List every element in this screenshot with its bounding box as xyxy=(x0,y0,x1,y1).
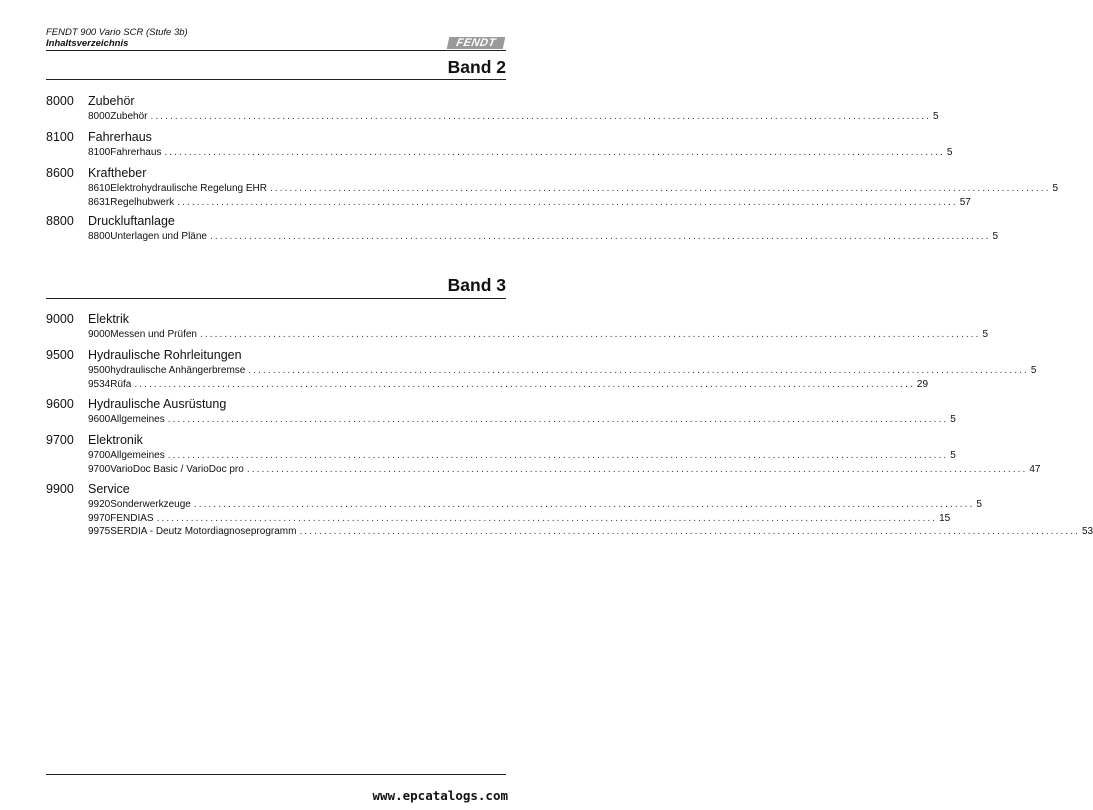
entry-title: VarioDoc Basic / VarioDoc pro xyxy=(110,463,244,475)
section-number: 9000 xyxy=(46,312,74,326)
entry-number: 9975 xyxy=(88,526,111,538)
band-2-title: Band 2 xyxy=(447,57,506,77)
entry-title: Zubehör xyxy=(110,111,148,122)
entry-page: 29 xyxy=(916,378,929,390)
toc-entry[interactable] xyxy=(46,498,982,512)
toc-entry[interactable] xyxy=(46,525,1093,539)
toc-entry[interactable] xyxy=(46,463,1041,477)
dot-leader: ................................................................................................................................................................ xyxy=(193,499,975,510)
section-heading xyxy=(46,312,506,328)
section-title: Hydraulische Ausrüstung xyxy=(88,397,227,411)
toc-section-9900 xyxy=(46,482,1093,539)
entry-number: 9970 xyxy=(88,512,111,524)
entry-number: 8610 xyxy=(88,183,111,194)
section-title: Zubehör xyxy=(88,94,135,108)
toc-section-8800 xyxy=(46,214,999,244)
entry-number: 9700 xyxy=(88,463,111,475)
section-heading xyxy=(46,397,506,413)
entry-title: Sonderwerkzeuge xyxy=(110,499,191,510)
entry-page: 5 xyxy=(976,499,982,510)
section-title: Elektronik xyxy=(88,433,143,447)
section-heading xyxy=(46,94,506,110)
toc-entry[interactable] xyxy=(46,146,953,160)
dot-leader: ................................................................................................................................................................ xyxy=(246,463,1028,475)
section-number: 9500 xyxy=(46,348,74,362)
section-heading xyxy=(46,214,506,230)
dot-leader: ................................................................................................................................................................ xyxy=(177,196,958,208)
entry-page: 5 xyxy=(982,329,989,340)
dot-leader: ................................................................................................................................................................ xyxy=(167,450,949,461)
toc-section-9000 xyxy=(46,312,989,342)
section-heading xyxy=(46,433,506,449)
dot-leader: ................................................................................................................................................................ xyxy=(299,526,1080,538)
dot-leader: ................................................................................................................................................................ xyxy=(270,183,1051,194)
entry-number: 8631 xyxy=(88,196,111,208)
entry-page: 5 xyxy=(1030,365,1037,376)
toc-entry[interactable] xyxy=(46,378,929,392)
entry-number: 9600 xyxy=(88,414,111,425)
section-number: 8100 xyxy=(46,130,74,144)
band-3-title: Band 3 xyxy=(447,275,506,295)
band-3-divider xyxy=(46,298,506,299)
entry-page: 5 xyxy=(933,111,939,122)
section-title: Elektrik xyxy=(88,312,129,326)
toc-section-8600 xyxy=(46,166,1059,209)
section-number: 9600 xyxy=(46,397,74,411)
section-title: Kraftheber xyxy=(88,166,147,180)
section-heading xyxy=(46,166,506,182)
entry-page: 5 xyxy=(950,414,956,425)
entry-title: Regelhubwerk xyxy=(110,196,175,208)
entry-title: Unterlagen und Pläne xyxy=(110,231,207,242)
section-heading xyxy=(46,348,506,364)
dot-leader: ................................................................................................................................................................ xyxy=(199,329,981,340)
entry-title: Messen und Prüfen xyxy=(110,329,197,340)
entry-title: Rüfa xyxy=(110,378,132,390)
section-number: 9900 xyxy=(46,482,74,496)
toc-section-9500 xyxy=(46,348,1037,391)
entry-number: 8800 xyxy=(88,231,111,242)
document-subtitle: Inhaltsverzeichnis xyxy=(46,38,129,49)
footer-divider xyxy=(46,774,506,775)
entry-title: Fahrerhaus xyxy=(110,147,162,158)
entry-title: SERDIA - Deutz Motordiagnoseprogramm xyxy=(110,526,297,538)
dot-leader: ................................................................................................................................................................ xyxy=(156,512,938,524)
toc-entry[interactable] xyxy=(46,230,999,244)
entry-page: 53 xyxy=(1081,526,1093,538)
entry-number: 9700 xyxy=(88,450,111,461)
band-2-divider xyxy=(46,79,506,80)
entry-title: hydraulische Anhängerbremse xyxy=(110,365,246,376)
toc-entry[interactable] xyxy=(46,449,956,463)
toc-entry[interactable] xyxy=(46,110,939,124)
entry-number: 9000 xyxy=(88,329,111,340)
toc-section-8100 xyxy=(46,130,953,160)
section-title: Hydraulische Rohrleitungen xyxy=(88,348,242,362)
section-number: 9700 xyxy=(46,433,74,447)
entry-page: 5 xyxy=(1052,183,1059,194)
entry-title: Allgemeines xyxy=(110,450,165,461)
section-title: Druckluftanlage xyxy=(88,214,175,228)
dot-leader: ................................................................................................................................................................ xyxy=(164,147,945,158)
toc-entry[interactable] xyxy=(46,182,1059,196)
fendt-logo: FENDT xyxy=(447,37,506,49)
section-heading xyxy=(46,130,506,146)
watermark: www.epcatalogs.com xyxy=(372,788,508,803)
section-title: Service xyxy=(88,482,130,496)
header-divider xyxy=(46,50,506,51)
page-header xyxy=(46,27,506,49)
entry-number: 9920 xyxy=(88,499,111,510)
section-number: 8800 xyxy=(46,214,74,228)
dot-leader: ................................................................................................................................................................ xyxy=(210,231,991,242)
section-title: Fahrerhaus xyxy=(88,130,152,144)
document-title: FENDT 900 Vario SCR (Stufe 3b) xyxy=(46,27,188,38)
section-heading xyxy=(46,482,506,498)
dot-leader: ................................................................................................................................................................ xyxy=(167,414,949,425)
entry-page: 5 xyxy=(992,231,999,242)
entry-number: 8000 xyxy=(88,111,111,122)
entry-number: 9534 xyxy=(88,378,111,390)
entry-page: 5 xyxy=(946,147,953,158)
entry-title: Elektrohydraulische Regelung EHR xyxy=(110,183,267,194)
toc-section-8000 xyxy=(46,94,939,124)
entry-title: Allgemeines xyxy=(110,414,165,425)
toc-entry[interactable] xyxy=(46,196,971,210)
entry-page: 5 xyxy=(950,450,956,461)
toc-section-9700 xyxy=(46,433,1041,476)
entry-number: 8100 xyxy=(88,147,111,158)
toc-entry[interactable] xyxy=(46,328,989,342)
toc-section-9600 xyxy=(46,397,956,427)
entry-page: 15 xyxy=(939,512,951,524)
section-number: 8000 xyxy=(46,94,74,108)
dot-leader: ................................................................................................................................................................ xyxy=(248,365,1029,376)
dot-leader: ................................................................................................................................................................ xyxy=(134,378,915,390)
entry-number: 9500 xyxy=(88,365,111,376)
entry-page: 57 xyxy=(959,196,971,208)
entry-page: 47 xyxy=(1029,463,1041,475)
section-number: 8600 xyxy=(46,166,74,180)
entry-title: FENDIAS xyxy=(110,512,154,524)
toc-entry[interactable] xyxy=(46,413,956,427)
toc-entry[interactable] xyxy=(46,364,1037,378)
dot-leader: ................................................................................................................................................................ xyxy=(150,111,932,122)
toc-entry[interactable] xyxy=(46,512,951,526)
